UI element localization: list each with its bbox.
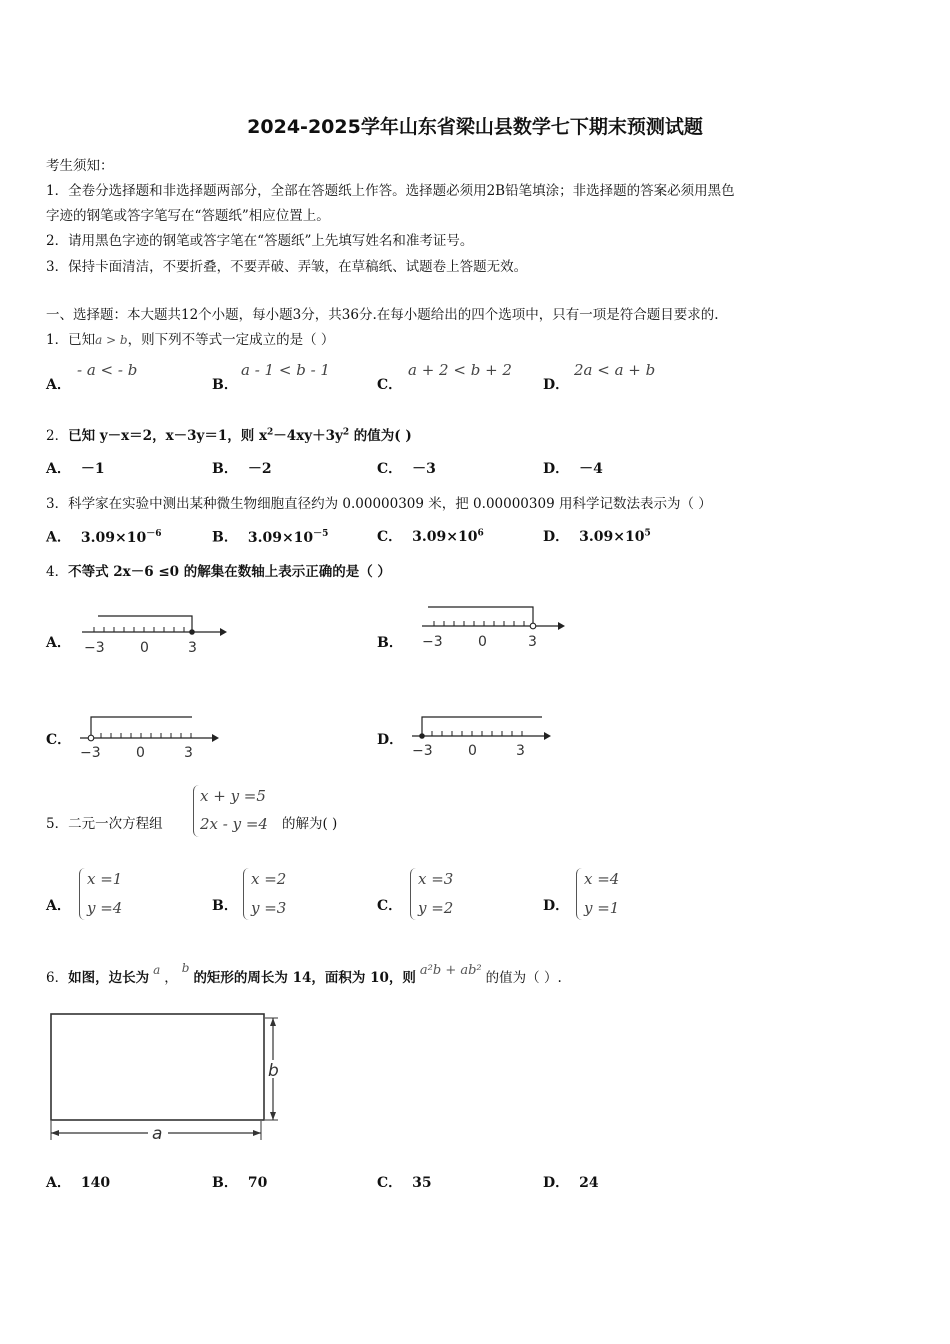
q4-text: 不等式 2x－6 ≤0 的解集在数轴上表示正确的是（ ）	[68, 564, 391, 580]
q5-option-c-brace	[410, 868, 417, 920]
q2-pre: 已知 y－x＝2，x－3y＝1，则 x	[68, 428, 268, 444]
q1-option-a-expr: - a < - b	[77, 361, 138, 379]
q3-option-a[interactable]: A． $3.09\times 10^{-6}$	[46, 529, 162, 546]
q4d-tick-3: 3	[516, 743, 525, 759]
question-3	[46, 492, 712, 512]
q3-number: 3．	[46, 496, 69, 512]
notice-line-2: 2．请用黑色字迹的钢笔或答字笔在“答题纸”上先填写姓名和准考证号。	[46, 233, 474, 249]
q4-option-d[interactable]: D．	[377, 732, 404, 748]
q3-option-c[interactable]: C． $3.09\times 10^6$	[377, 528, 484, 545]
q4c-tick-0: 0	[136, 745, 145, 761]
q6-rectangle-figure	[44, 1008, 294, 1148]
q4a-tick-neg3: −3	[84, 640, 105, 656]
q5-system-brace	[193, 785, 200, 837]
q4b-tick-3: 3	[528, 634, 537, 650]
q6-option-c[interactable]: C． 35	[377, 1175, 432, 1191]
q6-mid: 的矩形的周长为 14，面积为 10，则	[193, 970, 416, 986]
q2-option-c[interactable]: C． －3	[377, 461, 436, 477]
q2-option-a[interactable]: A． －1	[46, 461, 105, 477]
q5-option-d-x: x =4	[584, 870, 620, 888]
q6-post: 的值为（ ）.	[485, 970, 562, 986]
q1-option-c[interactable]: C．	[377, 377, 403, 393]
notice-line-1: 1．全卷分选择题和非选择题两部分，全部在答题纸上作答。选择题必须用2B铅笔填涂；非选择题的答案必须用黑色	[46, 183, 735, 199]
q1-option-b[interactable]: B．	[212, 377, 238, 393]
q4-number: 4．	[46, 564, 69, 580]
q5-option-b-y: y =3	[251, 899, 287, 917]
q5-post: 的解为( )	[282, 816, 338, 832]
q5-option-a-x: x =1	[87, 870, 123, 888]
q5-option-b[interactable]: B．	[212, 898, 238, 914]
q5-option-d-brace	[576, 868, 583, 920]
q2-sup-2: 2	[342, 427, 350, 438]
q4a-tick-0: 0	[140, 640, 149, 656]
q4-option-a[interactable]: A．	[46, 635, 71, 651]
q4-number-line-c	[78, 712, 228, 762]
q6-expression: a²b + ab²	[419, 963, 482, 978]
q2-sup-1: 2	[267, 427, 274, 438]
q6-comma: ，	[164, 970, 178, 986]
q4c-tick-3: 3	[184, 745, 193, 761]
page-title: 2024-2025学年山东省梁山县数学七下期末预测试题	[247, 116, 703, 138]
notice-line-3: 3．保持卡面清洁，不要折叠，不要弄破、弄皱，在草稿纸、试题卷上答题无效。	[46, 259, 528, 275]
q5-number: 5．	[46, 816, 69, 832]
notice-heading: 考生须知：	[46, 158, 114, 174]
question-4	[46, 560, 391, 580]
q5-option-d[interactable]: D．	[543, 898, 570, 914]
question-2	[46, 424, 412, 444]
q5-option-c-y: y =2	[418, 899, 454, 917]
q4b-tick-0: 0	[478, 634, 487, 650]
q1-number: 1．	[46, 332, 69, 348]
q6-option-a[interactable]: A． 140	[46, 1175, 111, 1191]
q5-option-a-brace	[79, 868, 86, 920]
q5-option-a[interactable]: A．	[46, 898, 71, 914]
q1-option-a[interactable]: A．	[46, 377, 71, 393]
q6-var-a: a	[153, 963, 161, 977]
q5-option-a-y: y =4	[87, 899, 123, 917]
q4-number-line-b	[420, 602, 570, 652]
question-5-prefix	[46, 812, 163, 832]
q6-var-b: b	[181, 961, 190, 975]
q1-option-c-expr: a + 2 < b + 2	[408, 361, 512, 379]
q1-option-d[interactable]: D．	[543, 377, 570, 393]
q6-option-b[interactable]: B． 70	[212, 1175, 268, 1191]
q4-number-line-a	[80, 608, 230, 658]
q6-label-a: a	[152, 1124, 163, 1144]
q4d-tick-0: 0	[468, 743, 477, 759]
q1-option-d-expr: 2a < a + b	[574, 361, 656, 379]
q5-option-c[interactable]: C．	[377, 898, 403, 914]
q5-eq2: 2x - y =4	[200, 815, 268, 833]
q5-eq1: x + y =5	[200, 787, 266, 805]
q2-number: 2．	[46, 428, 69, 444]
q1-option-b-expr: a - 1 < b - 1	[241, 361, 330, 379]
q2-option-d[interactable]: D． －4	[543, 461, 603, 477]
q1-condition: a > b	[95, 333, 128, 347]
q1-post: ，则下列不等式一定成立的是（ ）	[127, 332, 335, 348]
notice-line-1b: 字迹的钢笔或答字笔写在“答题纸”相应位置上。	[46, 208, 330, 224]
q5-option-d-y: y =1	[584, 899, 620, 917]
q4a-tick-3: 3	[188, 640, 197, 656]
q4-number-line-d	[410, 712, 560, 762]
q5-pre: 二元一次方程组	[68, 816, 163, 832]
question-1	[46, 328, 334, 348]
q5-option-b-x: x =2	[251, 870, 287, 888]
q2-option-b[interactable]: B． －2	[212, 461, 272, 477]
q4d-tick-neg3: −3	[412, 743, 433, 759]
q4b-tick-neg3: −3	[422, 634, 443, 650]
question-6	[46, 961, 562, 986]
q6-label-b: b	[268, 1061, 279, 1081]
q4c-tick-neg3: −3	[80, 745, 101, 761]
q4-option-b[interactable]: B．	[377, 635, 403, 651]
q6-pre: 如图，边长为	[68, 970, 150, 986]
q1-pre: 已知	[68, 332, 96, 348]
q4-option-c[interactable]: C．	[46, 732, 72, 748]
q3-option-b[interactable]: B． $3.09\times 10^{-5}$	[212, 529, 329, 546]
q6-number: 6．	[46, 970, 69, 986]
q5-option-c-x: x =3	[418, 870, 454, 888]
q5-option-b-brace	[243, 868, 250, 920]
q6-option-d[interactable]: D． 24	[543, 1175, 599, 1191]
q3-option-d[interactable]: D． $3.09\times 10^5$	[543, 528, 651, 545]
q2-mid: －4xy＋3y	[273, 428, 343, 444]
q2-post: 的值为( )	[349, 428, 412, 444]
section-heading: 一、选择题：本大题共12个小题，每小题3分，共36分.在每小题给出的四个选项中，只有一项是符合题目要求的.	[46, 307, 719, 323]
q6-rectangle	[51, 1014, 264, 1120]
q3-text: 科学家在实验中测出某种微生物细胞直径约为 0.00000309 米，把 0.00000309 用科学记数法表示为（ ）	[68, 496, 712, 512]
